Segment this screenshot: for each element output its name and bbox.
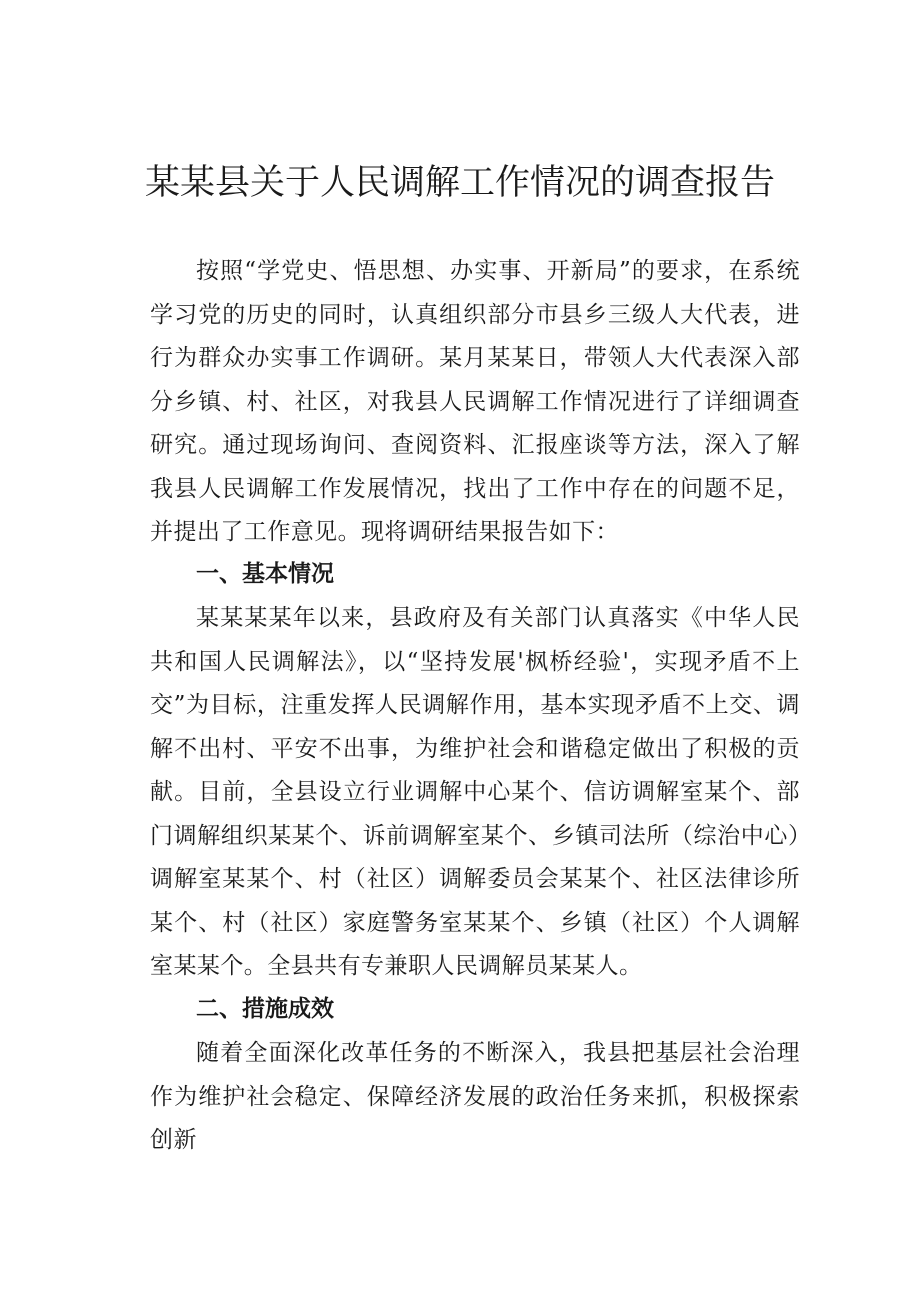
intro-paragraph: 按照“学党史、悟思想、办实事、开新局”的要求，在系统学习党的历史的同时，认真组织部分市县乡三级人大代表，进行为群众办实事工作调研。某月某某日，带领人大代表深入部分乡镇、村、社区，对我县人民调解工作情况进行了详细调查研究。通过现场询问、查阅资料、汇报座谈等方法，深入了解我县人民调解工作发展情况，找出了工作中存在的问题不足，并提出了工作意见。现将调研结果报告如下： <box>150 258 800 545</box>
section-heading-basic-situation: 一、基本情况 <box>196 561 334 587</box>
section-heading-measures-results: 二、措施成效 <box>196 996 334 1022</box>
section-paragraph-basic-situation: 某某某某年以来，县政府及有关部门认真落实《中华人民共和国人民调解法》，以“坚持发展'枫桥经验'，实现矛盾不上交”为目标，注重发挥人民调解作用，基本实现矛盾不上交、调解不出村、平安不出事，为维护社会和谐稳定做出了积极的贡献。目前，全县设立行业调解中心某个、信访调解室某个、部门调解组织某某个、诉前调解室某个、乡镇司法所（综治中心）调解室某某个、村（社区）调解委员会某某个、社区法律诊所某个、村（社区）家庭警务室某某个、乡镇（社区）个人调解室某某个。全县共有专兼职人民调解员某某人。 <box>150 605 800 979</box>
document-title: 某某县关于人民调解工作情况的调查报告 <box>144 163 775 203</box>
section-paragraph-measures-results: 随着全面深化改革任务的不断深入，我县把基层社会治理作为维护社会稳定、保障经济发展的政治任务来抓，积极探索创新 <box>150 1040 800 1153</box>
